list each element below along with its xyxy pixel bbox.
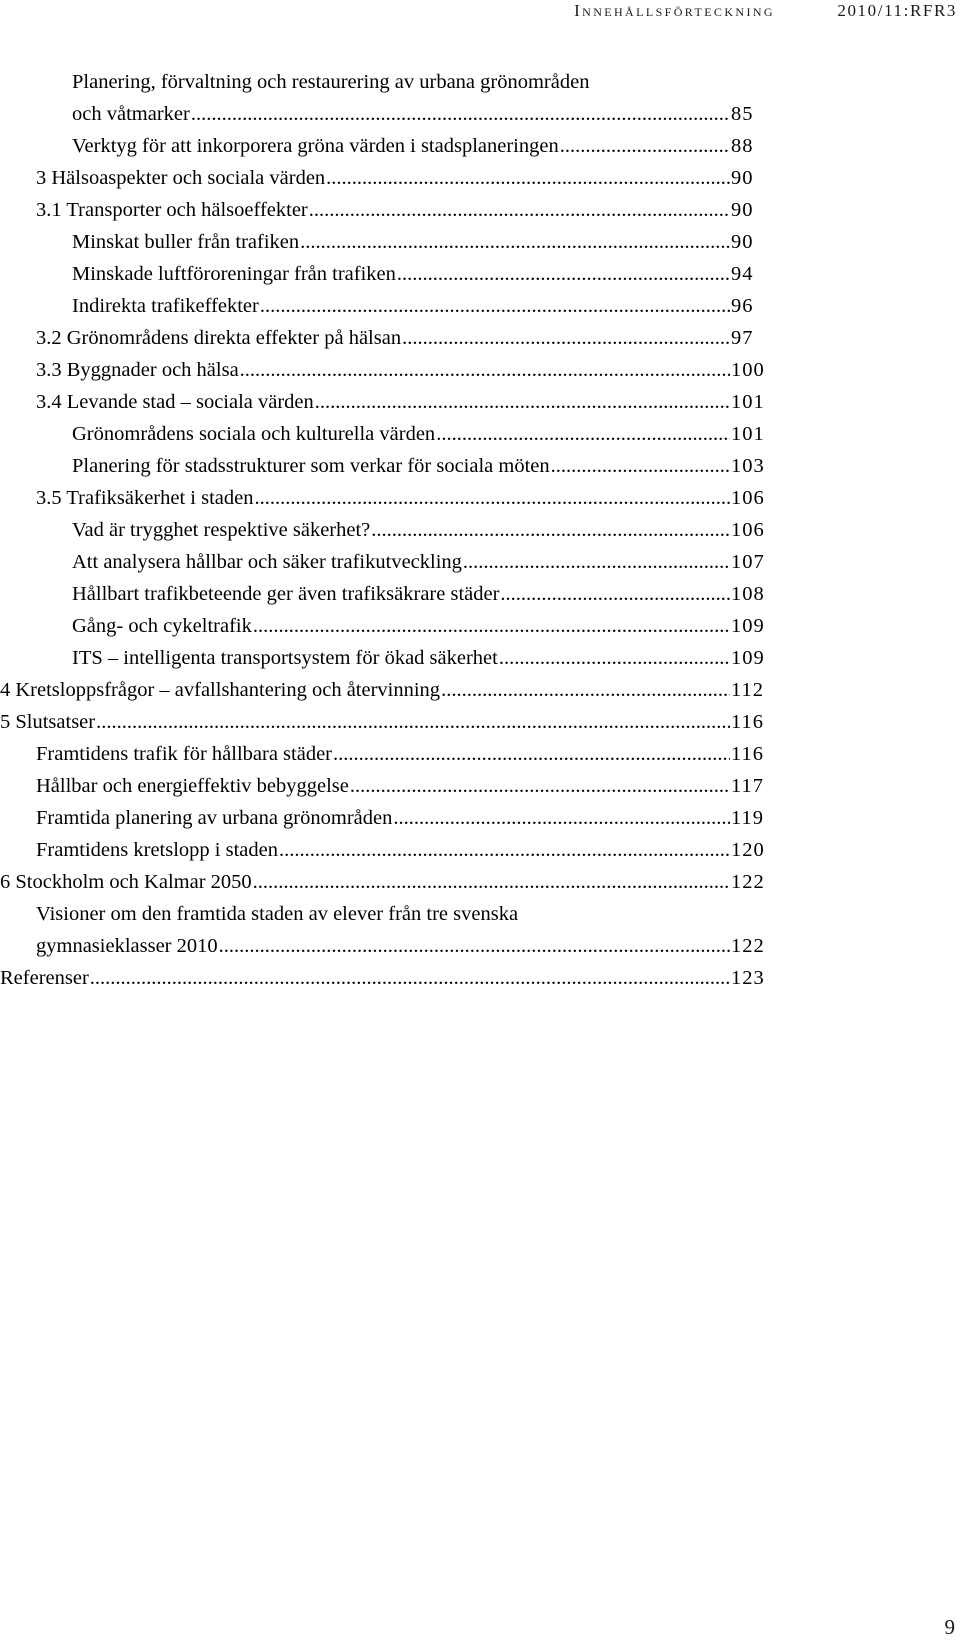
toc-entry-page: 123 [731,967,765,989]
toc-dot-leader [96,706,730,738]
toc-dot-leader [253,610,730,642]
toc-dot-leader [260,290,730,322]
toc-entry-page: 109 [731,647,765,669]
toc-dot-leader [309,194,730,226]
toc-entry-title: 4 Kretsloppsfrågor – avfallshantering och återvinning [0,679,441,701]
toc-entry-title: Framtidens trafik för hållbara städer [36,743,332,765]
toc-entry-page: 116 [731,743,764,765]
toc-entry[interactable] [0,162,765,194]
toc-dot-leader [500,578,730,610]
toc-dot-leader [350,770,730,802]
toc-dot-leader [551,450,730,482]
toc-entry-title: 3.4 Levande stad – sociala värden [36,391,314,413]
toc-entry-page: 96 [731,295,754,317]
toc-entry-title: Att analysera hållbar och säker trafikutveckling [72,551,462,573]
toc-entry[interactable] [0,962,765,994]
toc-entry[interactable] [0,322,765,354]
toc-entry[interactable] [0,802,765,834]
toc-entry[interactable] [0,386,765,418]
toc-dot-leader [436,418,730,450]
toc-entry-title: 3.2 Grönområdens direkta effekter på hälsan [36,327,402,349]
toc-entry-title: 3.3 Byggnader och hälsa [36,359,239,381]
toc-entry[interactable] [0,450,765,482]
toc-dot-leader [191,98,730,130]
toc-entry-page: 119 [731,807,764,829]
running-header [0,0,960,30]
toc-dot-leader [315,386,730,418]
toc-entry-page: 101 [731,391,765,413]
toc-entry-page: 90 [731,231,754,253]
toc-entry-page: 97 [731,327,754,349]
toc-dot-leader [300,226,730,258]
toc-entry[interactable] [0,130,765,162]
toc-entry-title-line: Planering, förvaltning och restaurering av urbana grönområden [72,71,590,93]
toc-dot-leader [402,322,730,354]
toc-entry-page: 90 [731,199,754,221]
toc-dot-leader [279,834,730,866]
header-document-ref: 2010/11:RFR3 [837,1,957,20]
toc-entry[interactable] [0,546,765,578]
toc-entry[interactable] [0,194,765,226]
header-title: Innehållsförteckning [574,1,775,20]
toc-entry[interactable] [0,930,765,962]
toc-entry[interactable] [0,770,765,802]
toc-dot-leader [90,962,730,994]
toc-entry-page: 112 [731,679,764,701]
toc-entry-title: gymnasieklasser 2010 [36,935,218,957]
toc-entry-title: Hållbar och energieffektiv bebyggelse [36,775,349,797]
toc-entry-page: 106 [731,519,765,541]
toc-entry-title: Hållbart trafikbeteende ger även trafiksäkrare städer [72,583,500,605]
toc-entry-page: 108 [731,583,765,605]
toc-entry-title: Indirekta trafikeffekter [72,295,259,317]
toc-entry[interactable] [0,610,765,642]
toc-dot-leader [255,482,731,514]
toc-entry[interactable] [0,290,765,322]
toc-entry-page: 109 [731,615,765,637]
toc-dot-leader [397,258,730,290]
toc-entry-title: 3 Hälsoaspekter och sociala värden [36,167,326,189]
toc-dot-leader [441,674,730,706]
toc-entry-title: Gång- och cykeltrafik [72,615,252,637]
toc-entry-title: Framtida planering av urbana grönområden [36,807,393,829]
toc-entry[interactable] [0,738,765,770]
toc-entry[interactable] [0,226,765,258]
toc-entry-title: Verktyg för att inkorporera gröna värden i stadsplaneringen [72,135,559,157]
toc-entry-page: 122 [731,935,765,957]
toc-entry-title: Vad är trygghet respektive säkerhet? [72,519,371,541]
toc-entry-page: 116 [731,711,764,733]
toc-entry[interactable] [0,354,765,386]
toc-entry[interactable] [0,258,765,290]
toc-dot-leader [393,802,730,834]
toc-entry-page: 120 [731,839,765,861]
toc-entry[interactable] [0,866,765,898]
toc-entry-page: 100 [731,359,765,381]
toc-entry-page: 101 [731,423,765,445]
toc-dot-leader [240,354,730,386]
toc-entry-title: ITS – intelligenta transportsystem för ökad säkerhet [72,647,498,669]
toc-dot-leader [499,642,730,674]
toc-entry[interactable] [0,642,765,674]
page-number: 9 [944,1615,955,1639]
toc-dot-leader [560,130,730,162]
toc-entry[interactable] [0,482,765,514]
toc-entry-first-line [0,898,765,930]
toc-entry-title: Minskade luftföroreningar från trafiken [72,263,396,285]
toc-dot-leader [326,162,730,194]
toc-dot-leader [219,930,730,962]
toc-entry-title: Planering för stadsstrukturer som verkar för sociala möten [72,455,550,477]
toc-entry[interactable] [0,514,765,546]
toc-entry-title: 5 Slutsatser [0,711,96,733]
toc-entry-title: 6 Stockholm och Kalmar 2050 [0,871,252,893]
toc-dot-leader [463,546,730,578]
toc-dot-leader [333,738,730,770]
toc-entry-page: 103 [731,455,765,477]
toc-entry-page: 94 [731,263,754,285]
toc-entry[interactable] [0,418,765,450]
toc-entry-title: Minskat buller från trafiken [72,231,300,253]
toc-entry-page: 106 [731,487,765,509]
toc-entry-page: 107 [731,551,765,573]
toc-dot-leader [371,514,730,546]
toc-entry-page: 122 [731,871,765,893]
toc-dot-leader [253,866,730,898]
toc-entry-title: 3.1 Transporter och hälsoeffekter [36,199,308,221]
toc-entry-page: 117 [731,775,764,797]
toc-entry-title-line: Visioner om den framtida staden av elever från tre svenska [36,903,519,925]
toc-entry-title: Referenser [0,967,89,989]
toc-entry-title: 3.5 Trafiksäkerhet i staden [36,487,254,509]
toc-entry-page: 90 [731,167,754,189]
toc-entry-page: 88 [731,135,754,157]
toc-entry-page: 85 [731,103,754,125]
toc-entry[interactable] [0,674,765,706]
toc-entry[interactable] [0,706,765,738]
toc-entry-title: och våtmarker [72,103,190,125]
toc-entry[interactable] [0,98,765,130]
toc-entry[interactable] [0,834,765,866]
toc-entry-title: Framtidens kretslopp i staden [36,839,278,861]
table-of-contents [0,66,765,994]
toc-entry[interactable] [0,578,765,610]
toc-entry-first-line [0,66,765,98]
toc-entry-title: Grönområdens sociala och kulturella värden [72,423,436,445]
